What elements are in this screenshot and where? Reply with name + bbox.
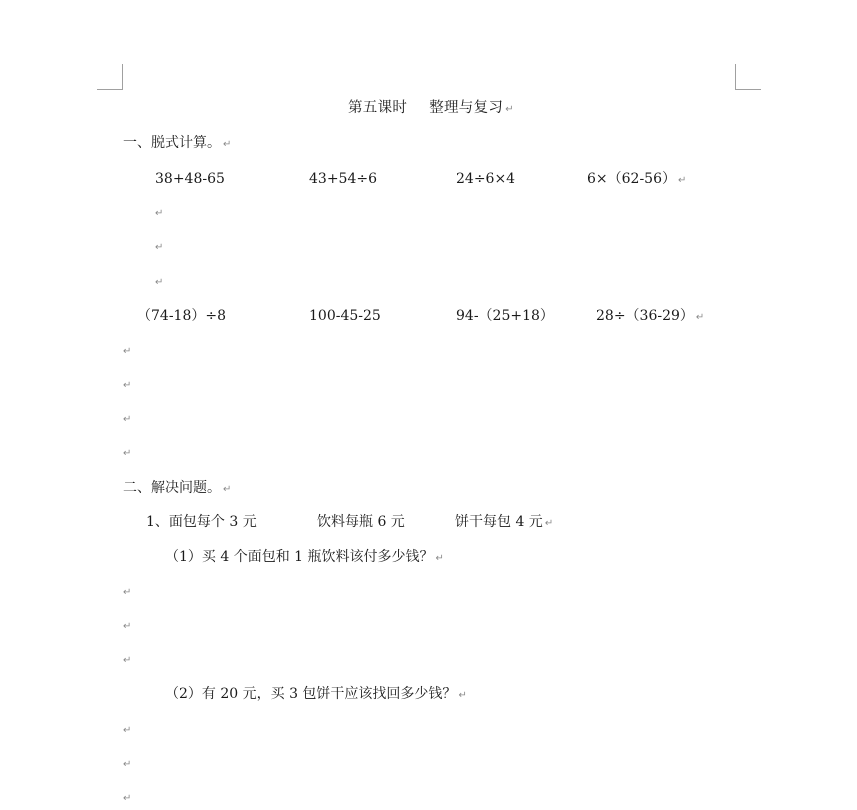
paragraph-mark: ↵ [123, 655, 132, 666]
paragraph-mark: ↵ [155, 242, 164, 253]
expression-1: 38+48-65 [155, 171, 225, 187]
expression-6: 100-45-25 [309, 308, 381, 324]
section-heading-problems-text: 二、解决问题。 [123, 480, 221, 496]
title-lesson: 第五课时 [348, 100, 408, 116]
problem-1-drink-price: 饮料每瓶 6 元 [317, 514, 405, 530]
problem-1-question-2 [165, 685, 467, 705]
expression-7: 94-（25+18） [456, 308, 554, 324]
problem-1-prices: 1、面包每个 3 元 [146, 514, 257, 530]
return-mark: ↵ [544, 518, 554, 529]
paragraph-mark: ↵ [123, 587, 132, 598]
paragraph-mark: ↵ [123, 793, 132, 804]
paragraph-mark: ↵ [155, 277, 164, 288]
problem-1-question-1 [165, 548, 444, 568]
problem-1-question-2-text: （2）有 20 元，买 3 包饼干应该找回多少钱？ [165, 686, 457, 702]
return-mark: ↵ [678, 175, 687, 186]
paragraph-mark: ↵ [123, 759, 132, 770]
paragraph-mark: ↵ [123, 725, 132, 736]
problem-1-question-1-text: （1）买 4 个面包和 1 瓶饮料该付多少钱？ [165, 549, 434, 565]
return-mark: ↵ [458, 690, 467, 701]
margin-corner-top-right [735, 64, 761, 90]
return-mark: ↵ [223, 484, 232, 495]
paragraph-mark: ↵ [155, 208, 164, 219]
paragraph-mark: ↵ [123, 380, 132, 391]
expression-4-text: 6×（62-56） [587, 171, 676, 187]
expression-5: （74-18）÷8 [137, 308, 226, 324]
page-title [348, 99, 514, 119]
paragraph-mark: ↵ [123, 346, 132, 357]
margin-corner-top-left [97, 64, 123, 90]
expression-2: 43+54÷6 [309, 171, 377, 187]
problem-1-biscuit-price-text: 饼干每包 4 元 [455, 514, 543, 530]
paragraph-mark: ↵ [123, 414, 132, 425]
return-mark: ↵ [695, 312, 705, 323]
expression-8 [596, 307, 704, 327]
problem-1-biscuit-price [455, 513, 553, 533]
return-mark: ↵ [505, 104, 514, 115]
paragraph-mark: ↵ [123, 621, 132, 632]
return-mark: ↵ [223, 139, 232, 150]
section-heading-calc-text: 一、脱式计算。 [123, 135, 221, 151]
section-heading-calc [123, 134, 231, 154]
return-mark: ↵ [435, 553, 444, 564]
expression-4 [587, 170, 686, 190]
paragraph-mark: ↵ [123, 448, 132, 459]
section-heading-problems [123, 479, 231, 499]
expression-3: 24÷6×4 [456, 171, 516, 187]
expression-8-text: 28÷（36-29） [596, 308, 694, 324]
title-topic: 整理与复习 [429, 100, 504, 116]
